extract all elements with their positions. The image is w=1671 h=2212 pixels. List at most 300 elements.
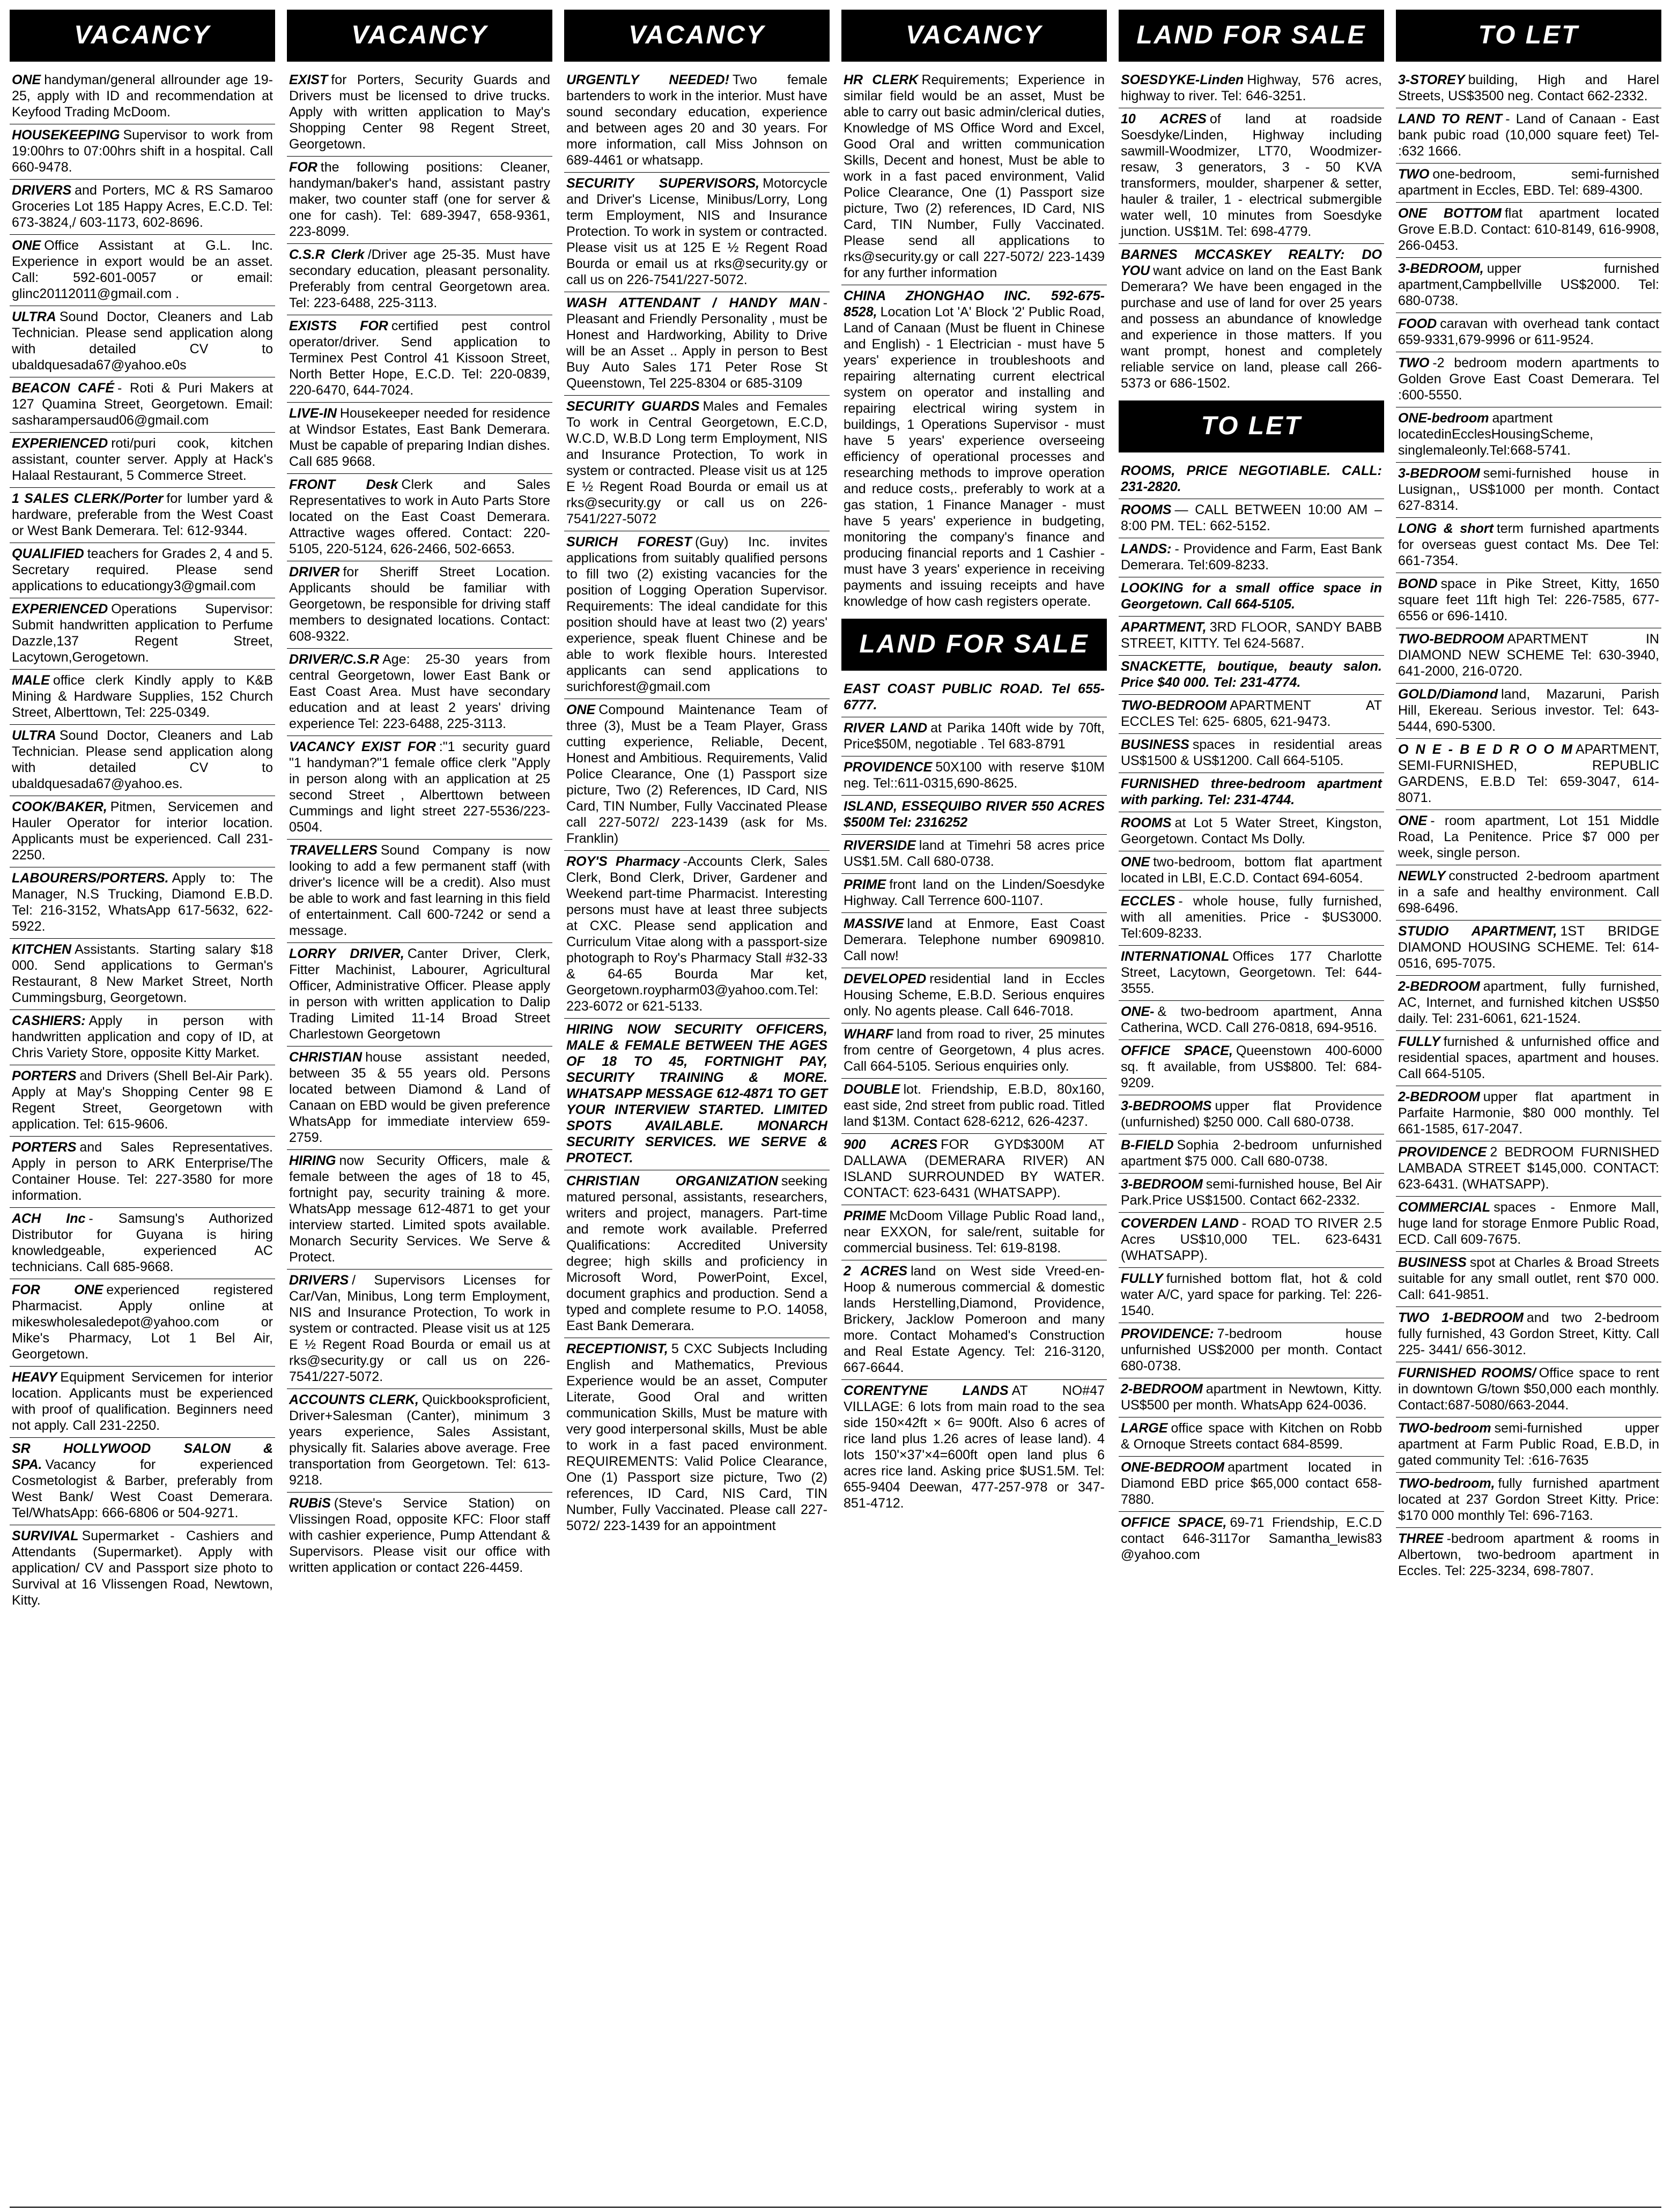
classified-columns	[10, 10, 1661, 2208]
ad-body: 7-bedroom house unfurnished US$2000 per month. Contact 680-0738.	[1121, 1326, 1382, 1374]
classified-ad	[841, 1260, 1107, 1380]
ad-lead: PROVIDENCE:	[1121, 1326, 1214, 1341]
ad-body: front land on the Linden/Soesdyke Highway. Call Terrence 600-1107.	[844, 877, 1105, 908]
ad-body: Assistants. Starting salary $18 000. Send applications to German's Restaurant, 8 New Market Street, North Cummingsburg, Georgetown.	[12, 942, 273, 1005]
classified-ad	[10, 796, 275, 867]
ad-lead: EXISTS FOR	[289, 318, 388, 333]
ad-body: for Sheriff Street Location. Applicants should be familiar with Georgetown, be responsible for driving staff members to designated locations. Contact: 608-9322.	[289, 565, 550, 644]
ad-body: teachers for Grades 2, 4 and 5. Secretary required. Please send applications to educationgy3@gmail.com	[12, 546, 273, 593]
ad-body: Vacancy for experienced Cosmetologist & Barber, preferably from West Bank/ West Coast Demerara. Tel/WhatsApp: 666-6806 or 504-9271.	[12, 1457, 273, 1520]
ad-lead: 3-STOREY	[1398, 72, 1465, 87]
column-4	[841, 10, 1107, 2208]
ad-body: Location Lot 'A' Block '2' Public Road, Land of Canaan (Must be fluent in Chinese and English) - 1 Electrician - must have 5 years' experience in troubleshoots and repairing alternating current electrical system on operator and installing and repairing electrical wiring system in buildings, 1 Operations Supervisor - must have 5 years' experience overseeing efficiency of operational processes and researching methods to improve operation and reduce costs,. preferably to work at a gas station, 1 Finance Manager - must have 5 years' experience in budgeting, monitoring the company's finance and producing financial reports and 1 Cashier - must have 3 years' experience in receiving payments and issuing receipts and have knowledge of how cash registers operate.	[844, 305, 1105, 609]
classified-ad	[287, 840, 552, 943]
classified-ad	[10, 670, 275, 725]
ad-body: AT NO#47 VILLAGE: 6 lots from main road to the sea side 150×42ft × 6= 900ft. Also 6 acres of rice land plus 1.26 acres of lease land). 4 lots 150'×37'×4=600ft open land plus 6 acres rice land. Asking price $US1.5M. Tel: 655-9404 Deewan, 477-257-978 or 347-851-4712.	[844, 1383, 1105, 1511]
classified-ad	[10, 306, 275, 377]
classified-ad	[1119, 108, 1384, 244]
classified-ad	[564, 292, 830, 396]
classified-ad	[1119, 499, 1384, 538]
classified-ad	[841, 756, 1107, 796]
ad-body: at Lot 5 Water Street, Kingston, Georgetown. Contact Ms Dolly.	[1121, 815, 1382, 847]
ad-body: Compound Maintenance Team of three (3), Must be a Team Player, Grass cutting experience, Reliable, Decent, Honest and Ambitious. Requirements, Valid Police Clearance, One (1) Passport size picture, Two (2) References, ID Card, NIS Card, TIN Number, Fully Vaccinated Please call 227-5072/ 223-1439 (ask for Ms. Franklin)	[566, 702, 827, 846]
classified-ad	[287, 561, 552, 649]
classified-ad	[1119, 851, 1384, 890]
ad-lead: EXIST	[289, 72, 328, 87]
ad-lead: OFFICE SPACE,	[1121, 1043, 1233, 1058]
ad-body: Equipment Servicemen for interior location. Applicants must be experienced with proof of qualification. Beginners need not apply. Call 231-2250.	[12, 1370, 273, 1433]
ad-lead: GOLD/Diamond	[1398, 687, 1498, 702]
ad-lead: PRIME	[844, 1208, 886, 1223]
classified-ad	[1119, 1323, 1384, 1378]
ad-lead: ONE	[566, 702, 596, 717]
classified-ad	[1396, 463, 1661, 518]
ad-lead: B-FIELD	[1121, 1138, 1174, 1153]
classified-ad	[1396, 352, 1661, 407]
classified-ad	[287, 1270, 552, 1389]
classified-ad	[1396, 203, 1661, 258]
ad-lead: ONE BOTTOM	[1398, 206, 1502, 221]
ad-body: :"1 security guard "1 handyman?"1 female office clerk "Apply in person along with an application at 25 second Street , Alberttown between Cummings and light street 227-5536/223-0504.	[289, 739, 550, 835]
ad-body: / Supervisors Licenses for Car/Van, Minibus, Long term Employment, NIS and Insurance Protection, To work in system or contracted. Please visit us at 125 E ½ Regent Road Bourda or email us at rks@security.gy or call us on 226-7541/227-5072.	[289, 1273, 550, 1384]
ad-lead: INTERNATIONAL	[1121, 949, 1230, 964]
classified-ad	[1396, 518, 1661, 573]
ad-lead: BEACON CAFÉ	[12, 381, 115, 396]
ad-body: at Parika 140ft wide by 70ft, Price$50M, negotiable . Tel 683-8791	[844, 721, 1105, 752]
ad-lead: ONE-bedroom	[1398, 411, 1489, 426]
ad-list	[10, 69, 275, 1612]
classified-ad	[287, 1493, 552, 1579]
classified-ad	[10, 124, 275, 180]
ad-lead: SR HOLLYWOOD SALON & SPA.	[12, 1441, 273, 1472]
ad-lead: LAND TO RENT	[1398, 112, 1503, 127]
classified-ad	[1119, 538, 1384, 577]
classified-ad	[1119, 1040, 1384, 1095]
ad-body: land from road to river, 25 minutes from centre of Georgetown, 4 plus acres. Call 664-5105. Serious enquiries only.	[844, 1027, 1105, 1074]
ad-lead: WHARF	[844, 1027, 894, 1042]
ad-body: furnished & unfurnished office and residential spaces, apartment and houses. Call 664-5105.	[1398, 1034, 1659, 1081]
ad-lead: OFFICE SPACE,	[1121, 1515, 1227, 1530]
ad-lead: DRIVERS	[12, 183, 72, 198]
ad-body: (Steve's Service Station) on Vlissingen Road, opposite KFC: Floor staff with cashier experience, Pump Attendant & Supervisors. Please visit our office with written application or contact 226-4459.	[289, 1496, 550, 1575]
ad-lead: QUALIFIED	[12, 546, 84, 561]
section-header: VACANCY	[287, 10, 552, 62]
page-bottom-rule	[10, 2207, 1661, 2208]
ad-lead: MASSIVE	[844, 916, 904, 931]
ad-lead: DEVELOPED	[844, 971, 927, 986]
ad-lead: ONE	[1121, 855, 1150, 870]
ad-lead: SECURITY GUARDS	[566, 399, 700, 414]
classified-ad	[841, 285, 1107, 613]
ad-lead: ONE-BEDROOM	[1121, 1460, 1225, 1475]
ad-body: Quickbooksproficient, Driver+Salesman (Canter), minimum 3 years experience, Sales Assistant, physically fit. Salaries above average. Free transportation from Georgetown. Tel: 613-9218.	[289, 1392, 550, 1488]
ad-body: APARTMENT, SEMI-FURNISHED, REPUBLIC GARDENS, E.B.D Tel: 659-3047, 614-8071.	[1398, 742, 1659, 805]
classified-ad	[287, 736, 552, 840]
classified-ad	[10, 1367, 275, 1438]
classified-ad	[841, 913, 1107, 968]
ad-body: -bedroom apartment & rooms in Albertown, two-bedroom apartment in Eccles. Tel: 225-3234, 698-7807.	[1398, 1531, 1659, 1578]
ad-lead: RECEPTIONIST,	[566, 1341, 668, 1356]
classified-ad	[1396, 313, 1661, 352]
classified-ad	[841, 69, 1107, 285]
classified-ad	[10, 543, 275, 598]
ad-body: semi-furnished house, Bel Air Park.Price US$1500. Contact 662-2332.	[1121, 1177, 1382, 1208]
ad-lead: FOR ONE	[12, 1282, 103, 1297]
ad-body: - Roti & Puri Makers at 127 Quamina Street, Georgetown. Email: sasharampersaud06@gmail.com	[12, 381, 273, 428]
classified-ad	[1119, 69, 1384, 108]
classified-ad	[1119, 773, 1384, 812]
section-header: TO LET	[1396, 10, 1661, 62]
ad-lead: URGENTLY NEEDED!	[566, 72, 729, 87]
ad-body: Clerk and Sales Representatives to work in Auto Parts Store located on the East Coast Demerara. Attractive wages offered. Contact: 220-5105, 220-5124, 626-2466, 502-6653.	[289, 477, 551, 556]
section-header: VACANCY	[10, 10, 275, 62]
classified-ad	[1119, 1268, 1384, 1323]
ad-body: now Security Officers, male & female between the ages of 18 to 45, fortnight pay, security training & more. WhatsApp message 612-4871 to get your interview started. Limited spots available. Monarch Security Services. We Serve & Protect.	[289, 1153, 550, 1265]
ad-list	[564, 69, 830, 1538]
ad-body: Pitmen, Servicemen and Hauler Operator for interior location. Applicants must be experienced. Call 231-2250.	[12, 799, 273, 863]
classified-ad	[1396, 573, 1661, 628]
ad-lead: BARNES MCCASKEY REALTY: DO YOU	[1121, 247, 1382, 278]
ad-body: /Driver age 25-35. Must have secondary education, pleasant personality. Preferably from central Georgetown area. Tel: 223-6488, 225-3113.	[289, 247, 550, 310]
classified-ad	[1396, 1417, 1661, 1473]
ad-body: lot. Friendship, E.B.D, 80x160, east side, 2nd street from public road. Titled land $13M. Contact 628-6212, 626-4237.	[844, 1082, 1105, 1129]
ad-body: and Sales Representatives. Apply in person to ARK Enterprise/The Container House. Tel: 227-3580 for more information.	[12, 1140, 273, 1203]
ad-body: Office space to rent in downtown G/town $50,000 each monthly. Contact:687-5080/663-2044.	[1398, 1365, 1659, 1413]
ad-body: 2 BEDROOM FURNISHED LAMBADA STREET $145,000. CONTACT: 623-6431. (WHATSAPP).	[1398, 1145, 1659, 1192]
classified-ad	[287, 943, 552, 1046]
classified-ad	[1396, 1473, 1661, 1528]
classified-ad	[10, 1137, 275, 1208]
classified-ad	[1119, 890, 1384, 946]
ad-lead: SURVIVAL	[12, 1528, 79, 1543]
ad-lead: HEAVY	[12, 1370, 57, 1385]
ad-lead: 3-BEDROOM,	[1398, 261, 1484, 276]
classified-ad	[287, 1046, 552, 1150]
ad-body: Housekeeper needed for residence at Windsor Estates, East Bank Demerara. Must be capable of preparing Indian dishes. Call 685 9668.	[289, 406, 550, 469]
ad-body: land at Timehri 58 acres price US$1.5M. Call 680-0738.	[844, 838, 1105, 869]
ad-lead: FRONT Desk	[289, 477, 398, 492]
ad-lead: KITCHEN	[12, 942, 72, 957]
classified-ad	[1119, 656, 1384, 695]
ad-lead: STUDIO APARTMENT,	[1398, 924, 1557, 939]
ad-list	[1119, 69, 1384, 395]
ad-lead: CHRISTIAN	[289, 1050, 363, 1065]
ad-body: Queenstown 400-6000 sq. ft available, from US$800. Tel: 684-9209.	[1121, 1043, 1382, 1090]
ad-body: constructed 2-bedroom apartment in a safe and healthy environment. Call 698-6496.	[1398, 869, 1659, 916]
ad-lead: WASH ATTENDANT / HANDY MAN	[566, 295, 820, 310]
classified-ad	[1396, 1362, 1661, 1417]
ad-body: house assistant needed, between 35 & 55 years old. Persons located between Diamond & Land of Canaan on EBD would be given preference WhatsApp for immediate interview 659-2759.	[289, 1050, 550, 1145]
ad-body: and Drivers (Shell Bel-Air Park). Apply at May's Shopping Center 98 E Regent Street, Georgetown with application. Tel: 615-9606.	[12, 1068, 273, 1132]
ad-list	[1119, 460, 1384, 1567]
ad-lead: FULLY	[1121, 1271, 1163, 1286]
classified-ad	[1396, 628, 1661, 684]
ad-lead: ROY'S Pharmacy	[566, 854, 680, 869]
classified-ad	[1119, 1417, 1384, 1457]
classified-ad	[1119, 1512, 1384, 1567]
classified-ad	[1396, 69, 1661, 108]
ad-body: Sophia 2-bedroom unfurnished apartment $75 000. Call 680-0738.	[1121, 1138, 1382, 1169]
ad-lead: 2-BEDROOM	[1398, 979, 1480, 994]
ad-lead: FOOD	[1398, 316, 1437, 331]
classified-ad	[10, 433, 275, 488]
ad-body: caravan with overhead tank contact 659-9331,679-9996 or 611-9524.	[1398, 316, 1659, 347]
ad-body: apartment, fully furnished, AC, Internet, and furnished kitchen US$50 daily. Tel: 231-6061, 621-1524.	[1398, 979, 1659, 1026]
ad-list	[841, 69, 1107, 613]
classified-ad	[564, 1170, 830, 1338]
column-1	[10, 10, 275, 2208]
ad-lead: ONE	[12, 72, 41, 87]
ad-body: of land at roadside Soesdyke/Linden, Highway including sawmill-Woodmizer, LT70, Woodmizer-resaw, 3 generators, 3 - 50 KVA transformers, moulder, sharpener & setter, hauler & trailer, 1 - electrical submergible water well, 10 minutes from Soesdyke junction. US$1M. Tel: 698-4779.	[1121, 112, 1382, 239]
classified-ad	[10, 180, 275, 235]
ad-lead: C.S.R Clerk	[289, 247, 365, 262]
ad-lead: SNACKETTE, boutique, beauty salon. Price $40 000. Tel: 231-4774.	[1121, 659, 1382, 690]
ad-lead: ULTRA	[12, 728, 56, 743]
ad-body: fully furnished apartment located at 237 Gordon Street Kitty. Price: $170 000 monthly Tel: 696-7163.	[1398, 1476, 1659, 1523]
ad-body: office clerk Kindly apply to K&B Mining & Hardware Supplies, 152 Church Street, Alberttown, Tel: 225-0349.	[12, 673, 273, 720]
ad-body: semi-furnished house in Lusignan,, US$1000 per month. Contact 627-8314.	[1398, 466, 1659, 513]
classified-ad	[1396, 108, 1661, 164]
classified-ad	[841, 678, 1107, 717]
ad-body: — CALL BETWEEN 10:00 AM – 8:00 PM. TEL: 662-5152.	[1121, 502, 1382, 533]
classified-ad	[1119, 460, 1384, 499]
classified-ad	[10, 1525, 275, 1612]
ad-lead: TWO	[1398, 355, 1430, 370]
ad-lead: COMMERCIAL	[1398, 1200, 1491, 1215]
ad-lead: ULTRA	[12, 309, 56, 324]
classified-ad	[841, 1205, 1107, 1260]
ad-lead: LIVE-IN	[289, 406, 337, 421]
ad-body: Sound Doctor, Cleaners and Lab Technician. Please send application along with detailed CV to ubaldquesada67@yahoo.es.	[12, 728, 273, 791]
ad-body: certified pest control operator/driver. Send application to Terminex Pest Control 41 Kissoon Street, North Better Hope, E.C.D. Tel: 220-0839, 220-6470, 644-7024.	[289, 318, 551, 398]
ad-lead: CHINA ZHONGHAO INC. 592-675-8528,	[844, 288, 1105, 320]
ad-lead: 2-BEDROOM	[1398, 1089, 1480, 1104]
ad-body: land at Enmore, East Coast Demerara. Telephone number 6909810. Call now!	[844, 916, 1105, 963]
ad-body: - room apartment, Lot 151 Middle Road, La Penitence. Price $7 000 per week, single person.	[1398, 813, 1659, 860]
classified-ad	[1396, 258, 1661, 313]
classified-ad	[1396, 976, 1661, 1031]
ad-lead: 10 ACRES	[1121, 112, 1207, 127]
ad-body: two-bedroom, bottom flat apartment located in LBI, E.C.D. Contact 694-6054.	[1121, 855, 1382, 886]
ad-lead: PORTERS	[12, 1140, 77, 1155]
ad-body: roti/puri cook, kitchen assistant, counter server. Apply at Hack's Halaal Restaurant, 5 Commerce Street.	[12, 436, 273, 483]
classified-ad	[1119, 1001, 1384, 1040]
classified-ad	[1119, 734, 1384, 773]
classified-ad	[10, 1279, 275, 1367]
ad-lead: CHRISTIAN ORGANIZATION	[566, 1174, 778, 1189]
ad-body: - Providence and Farm, East Bank Demerara. Tel:609-8233.	[1121, 541, 1382, 573]
classified-ad	[1119, 1174, 1384, 1213]
ad-body: land, Mazaruni, Parish Hill, Ekereau. Serious investor. Tel: 643-5444, 690-5300.	[1398, 687, 1659, 734]
ad-lead: 3-BEDROOM	[1398, 466, 1480, 481]
ad-lead: COVERDEN LAND	[1121, 1216, 1239, 1231]
column-3	[564, 10, 830, 2208]
ad-body: APARTMENT AT ECCLES Tel: 625- 6805, 621-9473.	[1121, 698, 1382, 729]
section-header: LAND FOR SALE	[1119, 10, 1384, 62]
ad-body: Supermarket - Cashiers and Attendants (Supermarket). Apply with application/ CV and Passport size photo to Survival at 16 Vlissengen Road, Newtown, Kitty.	[12, 1528, 273, 1608]
ad-body: Office Assistant at G.L. Inc. Experience in export would be an asset. Call: 592-601-0057 or email: glinc20112011@gmail.com .	[12, 238, 273, 301]
ad-body: and Porters, MC & RS Samaroo Groceries Lot 185 Happy Acres, E.C.D. Tel: 673-3824,/ 603-1173, 602-8696.	[12, 183, 273, 230]
classified-ad	[1119, 244, 1384, 395]
classified-ad	[564, 699, 830, 851]
ad-lead: ONE-	[1121, 1004, 1155, 1019]
ad-lead: TWO-BEDROOM	[1398, 632, 1504, 647]
ad-lead: BUSINESS	[1398, 1255, 1467, 1270]
ad-body: office space with Kitchen on Robb & Ornoque Streets contact 684-8599.	[1121, 1421, 1382, 1452]
ad-lead: VACANCY EXIST FOR	[289, 739, 436, 754]
ad-lead: ISLAND, ESSEQUIBO RIVER 550 ACRES $500M Tel: 2316252	[844, 799, 1105, 830]
ad-body: -2 bedroom modern apartments to Golden Grove East Coast Demerara. Tel :600-5550.	[1398, 355, 1659, 403]
ad-body: term furnished apartments for overseas guest contact Ms. Dee Tel: 661-7354.	[1398, 521, 1659, 568]
classified-ad	[1396, 1528, 1661, 1583]
ad-body: Sound Company is now looking to add a few permanent staff (with driver's licence will be a credit). Also must be able to work and fast learning in this field of entertainment. Call 600-7242 or send a message.	[289, 843, 550, 938]
ad-body: - Samsung's Authorized Distributor for Guyana is hiring knowledgeable, experienced AC technicians. Call 685-9668.	[12, 1211, 273, 1274]
ad-lead: ONE	[1398, 813, 1428, 828]
classified-ad	[10, 598, 275, 670]
ad-lead: 2-BEDROOM	[1121, 1382, 1203, 1397]
ad-lead: EXPERIENCED	[12, 436, 108, 451]
ad-lead: SECURITY SUPERVISORS,	[566, 176, 760, 191]
ad-lead: BUSINESS	[1121, 737, 1189, 752]
ad-body: -Accounts Clerk, Sales Clerk, Bond Clerk, Driver, Gardener and Weekend part-time Pharmacist. Interesting persons must have at least three subjects at CXC. Please send application and Curriculum Vitae along with a passport-size photograph to Roy's Pharmacy Stall #32-33 & 64-65 Bourda Mar ket, Georgetown.roypharm03@yahoo.com.Tel: 223-6072 or 621-5133.	[566, 854, 827, 1014]
ad-body: - ROAD TO RIVER 2.5 Acres US$10,000 TEL. 623-6431 (WHATSAPP).	[1121, 1216, 1382, 1263]
ad-body: Sound Doctor, Cleaners and Lab Technician. Please send application along with detailed CV to ubaldquesada67@yahoo.e0s	[12, 309, 273, 373]
ad-body: land on West side Vreed-en-Hoop & numerous commercial & domestic lands Herstelling,Diamond, Providence, Brickery, Jacklow Pomeroon and many more. Contact Mohamed's Construction and Real Estate Agency. Tel: 216-3120, 667-6644.	[844, 1264, 1105, 1375]
ad-lead: ACCOUNTS CLERK,	[289, 1392, 419, 1407]
ad-body: & two-bedroom apartment, Anna Catherina, WCD. Call 276-0818, 694-9516.	[1121, 1004, 1382, 1035]
classified-ad	[1119, 1457, 1384, 1512]
ad-body: FOR GYD$300M AT DALLAWA (DEMERARA RIVER) AN ISLAND SURROUNDED BY WATER. CONTACT: 623-6431 (WHATSAPP).	[844, 1137, 1105, 1200]
ad-body: residential land in Eccles Housing Scheme, E.B.D. Serious enquires only. No agents please. Call 646-7018.	[844, 971, 1105, 1019]
ad-body: 1ST BRIDGE DIAMOND HOUSING SCHEME. Tel: 614-0516, 695-7075.	[1398, 924, 1659, 971]
ad-body: upper flat apartment in Parfaite Harmonie, $80 000 monthly. Tel 661-1585, 617-2047.	[1398, 1089, 1659, 1137]
ad-lead: LARGE	[1121, 1421, 1168, 1436]
classified-ad	[841, 717, 1107, 756]
ad-lead: TWO	[1398, 167, 1430, 182]
classified-ad	[1396, 810, 1661, 865]
ad-lead: EAST COAST PUBLIC ROAD. Tel 655-6777.	[844, 681, 1105, 712]
ad-body: spaces - Enmore Mall, huge land for storage Enmore Public Road, ECD. Call 609-7675.	[1398, 1200, 1659, 1247]
classified-ad	[841, 1079, 1107, 1134]
ad-lead: ROOMS, PRICE NEGOTIABLE. CALL: 231-2820.	[1121, 463, 1382, 494]
ad-lead: 3-BEDROOMS	[1121, 1098, 1212, 1114]
classified-ad	[287, 69, 552, 157]
classified-ad	[10, 488, 275, 543]
ad-body: flat apartment located Grove E.B.D. Contact: 610-8149, 616-9908, 266-0453.	[1398, 206, 1660, 253]
ad-body: the following positions: Cleaner, handyman/baker's hand, assistant pastry maker, two counter staff (one for server & one for cash). Tel: 689-3947, 658-9361, 223-8099.	[289, 160, 550, 239]
ad-body: one-bedroom, semi-furnished apartment in Eccles, EBD. Tel: 689-4300.	[1398, 167, 1659, 198]
classified-ad	[564, 851, 830, 1019]
classified-ad	[1119, 1134, 1384, 1174]
classified-ad	[287, 649, 552, 736]
ad-lead: COOK/BAKER,	[12, 799, 107, 814]
classified-ad	[564, 531, 830, 699]
ad-body: Canter Driver, Clerk, Fitter Machinist, Labourer, Agricultural Officer, Administrative Officer. Please apply in person with written application to Dalip Trading Limited 11-14 Broad Street Charlestown Georgetown	[289, 946, 550, 1042]
classified-ad	[10, 69, 275, 124]
classified-ad	[1396, 1197, 1661, 1252]
ad-body: McDoom Village Public Road land,, near EXXON, for sale/rent, suitable for commercial business. Tel: 619-8198.	[844, 1208, 1105, 1256]
classified-ad	[841, 1023, 1107, 1079]
ad-lead: DOUBLE	[844, 1082, 900, 1097]
ad-lead: LORRY DRIVER,	[289, 946, 404, 961]
classified-ad	[287, 403, 552, 474]
ad-lead: ONE	[12, 238, 41, 253]
ad-list	[287, 69, 552, 1579]
ad-body: furnished bottom flat, hot & cold water A/C, yard space for parking. Tel: 226-1540.	[1121, 1271, 1382, 1318]
ad-lead: EXPERIENCED	[12, 602, 108, 617]
classified-ad	[10, 1065, 275, 1137]
classified-ad	[564, 396, 830, 531]
ad-body: Apply to: The Manager, N.S Trucking, Diamond E.B.D. Tel: 216-3152, WhatsApp 617-5632, 622-5922.	[12, 871, 273, 934]
ad-lead: RIVERSIDE	[844, 838, 916, 853]
ad-lead: HOUSEKEEPING	[12, 128, 120, 143]
section-header: VACANCY	[564, 10, 830, 62]
classified-ad	[1119, 695, 1384, 734]
ad-body: APARTMENT IN DIAMOND NEW SCHEME Tel: 630-3940, 641-2000, 216-0720.	[1398, 632, 1659, 679]
classified-ad	[287, 474, 552, 561]
classified-ad	[1396, 921, 1661, 976]
classified-ad	[841, 874, 1107, 913]
section-header: TO LET	[1119, 400, 1384, 452]
ad-body: seeking matured personal, assistants, researchers, writers and project, managers. Part-time and remote work available. Preferred Qualifications: Accredited University degree; high skills and proficiency in Microsoft Word, PowerPoint, Excel, document graphics and production. Send a typed and complete resume to P.O. 14058, East Bank Demerara.	[566, 1174, 827, 1333]
classified-ad	[564, 69, 830, 173]
ad-lead: 2 ACRES	[844, 1264, 908, 1279]
ad-lead: FULLY	[1398, 1034, 1440, 1049]
column-6	[1396, 10, 1661, 2208]
classified-ad	[1396, 1307, 1661, 1362]
ad-body: 5 CXC Subjects Including English and Mathematics, Previous Experience would be an asset, Computer Literate, Good Oral and written communication Skills, Must be mature with very good interpersonal skills, Must be able to work in a fast paced environment. REQUIREMENTS: Valid Police Clearance, One (1) Passport size picture, Two (2) references, ID Card, NIS Card, TIN Number, Fully Vaccinated. Please call 227-5072/ 223-1439 for an appointment	[566, 1341, 827, 1533]
classified-ad	[287, 157, 552, 244]
ad-body: Requirements; Experience in similar field would be an asset, Must be able to carry out basic admin/clerical duties, Knowledge of MS Office Word and Excel, Good Oral and written communication Skills, Decent and honest, Must be able to work in a fast paced environment, Valid Police Clearance, One (1) Passport size picture, Two (2) references, ID Card, NIS Card, TIN Number, Fully Vaccinated. Please send all applications to rks@security.gy or call 227-5072/ 223-1439 for any further information	[844, 72, 1105, 280]
ad-lead: HIRING NOW SECURITY OFFICERS, MALE & FEMALE BETWEEN THE AGES OF 18 TO 45, FORTNIGHT PAY, SECURITY TRAINING & MORE. WHATSAPP MESSAGE 612-4871 TO GET YOUR INTERVIEW STARTED. LIMITED SPOTS AVAILABLE. MONARCH SECURITY SERVICES. WE SERVE & PROTECT.	[566, 1022, 827, 1166]
ad-lead: TWO-BEDROOM	[1121, 698, 1227, 713]
ad-lead: TWO 1-BEDROOM	[1398, 1310, 1524, 1325]
classified-ad	[10, 1438, 275, 1525]
classified-ad	[1396, 1252, 1661, 1307]
classified-ad	[1119, 577, 1384, 617]
ad-body: Males and Females To work in Central Georgetown, E.C.D, W.C.D, W.B.D Long term Employment, NIS and Insurance Protection, To work in system or contracted. Please visit us at 125 E ½ Regent Road Bourda or email us at rks@security.gy or call us on 226-7541/227-5072	[566, 399, 827, 526]
classified-ad	[10, 867, 275, 939]
ad-body: (Guy) Inc. invites applications from suitably qualified persons to fill two (2) existing vacancies for the position of Logging Operation Supervisor. Requirements: The ideal candidate for this position should have at least two (2) years' experience, speak fluent Chinese and be able to work flexible hours. Interested applicants can send applications to surichforest@gmail.com	[566, 535, 827, 694]
ad-body: - Pleasant and Friendly Personality , must be Honest and Hardworking, Ability to Drive will be an Asset .. Apply in person to Best Buy Auto Sales 171 Peter Rose St Queenstown, Tel 225-8304 or 685-3109	[566, 295, 827, 391]
ad-body: 69-71 Friendship, E.C.D contact 646-3117or Samantha_lewis83 @yahoo.com	[1121, 1515, 1382, 1562]
ad-lead: FOR	[289, 160, 317, 175]
classified-ad	[564, 173, 830, 292]
ad-lead: ACH Inc	[12, 1211, 86, 1226]
classified-ad	[1396, 865, 1661, 921]
ad-lead: HIRING	[289, 1153, 336, 1168]
ad-lead: ECCLES	[1121, 894, 1175, 909]
classified-ad	[287, 1389, 552, 1493]
ad-lead: TWO-bedroom	[1398, 1421, 1491, 1436]
ad-lead: TWO-bedroom,	[1398, 1476, 1495, 1491]
ad-lead: NEWLY	[1398, 869, 1446, 884]
ad-lead: DRIVERS	[289, 1273, 349, 1288]
ad-lead: LANDS:	[1121, 541, 1172, 556]
classified-ad	[1396, 684, 1661, 739]
ad-lead: SURICH FOREST	[566, 535, 692, 550]
ad-lead: PRIME	[844, 877, 886, 892]
classified-ad	[1396, 407, 1661, 463]
ad-lead: RIVER LAND	[844, 721, 928, 736]
classified-ad	[841, 835, 1107, 874]
ad-lead: RUBiS	[289, 1496, 331, 1511]
ad-body: semi-furnished upper apartment at Farm Public Road, E.B.D, in gated community Tel: :616-7635	[1398, 1421, 1659, 1468]
column-5	[1119, 10, 1384, 2208]
classified-ad	[564, 1019, 830, 1170]
ad-body: upper flat Providence (unfurnished) $250 000. Call 680-0738.	[1121, 1098, 1382, 1130]
ad-lead: THREE	[1398, 1531, 1444, 1546]
